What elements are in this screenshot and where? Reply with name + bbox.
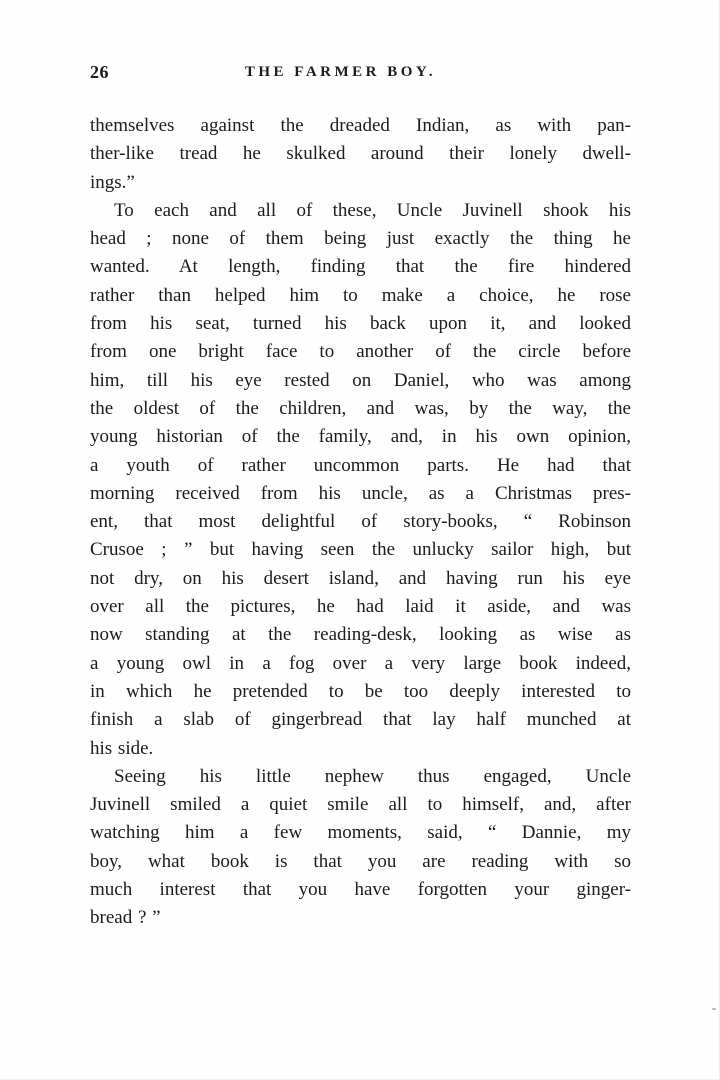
text-line: ent, that most delightful of story-books, “ Robinson (90, 511, 631, 533)
text-line: To each and all of these, Uncle Juvinell shook his (114, 199, 631, 221)
paragraph (90, 112, 631, 197)
text-line: watching him a few moments, said, “ Dannie, my (90, 822, 631, 844)
text-line: him, till his eye rested on Daniel, who was among (90, 369, 631, 391)
text-line: much interest that you have forgotten your ginger- (90, 879, 631, 901)
text-line: the oldest of the children, and was, by the way, the (90, 397, 631, 419)
text-line: from his seat, turned his back upon it, and looked (90, 313, 631, 335)
text-line: Seeing his little nephew thus engaged, Uncle (114, 765, 631, 787)
page-header (90, 62, 631, 88)
scan-artifact (712, 1008, 716, 1010)
text-line: in which he pretended to be too deeply interested to (90, 680, 631, 702)
running-title: THE FARMER BOY. (244, 64, 437, 80)
text-line: a youth of rather uncommon parts. He had that (90, 454, 631, 476)
text-line: boy, what book is that you are reading with so (90, 850, 631, 872)
text-line: rather than helped him to make a choice, he rose (90, 284, 631, 306)
page-body (90, 112, 631, 933)
text-line: ther-like tread he skulked around their lonely dwell- (90, 143, 631, 165)
text-line: finish a slab of gingerbread that lay half munched at (90, 709, 631, 731)
page-number: 26 (90, 62, 109, 82)
text-line: young historian of the family, and, in his own opinion, (90, 426, 631, 448)
paragraph (90, 197, 631, 763)
text-line: morning received from his uncle, as a Christmas pres- (90, 482, 631, 504)
text-line: not dry, on his desert island, and having run his eye (90, 567, 631, 589)
text-line: themselves against the dreaded Indian, as with pan- (90, 115, 631, 136)
text-line: a young owl in a fog over a very large book indeed, (90, 652, 631, 674)
text-line: ings.” (90, 171, 135, 193)
text-line: head ; none of them being just exactly the thing he (90, 228, 631, 250)
paragraph (90, 763, 631, 933)
text-line: his side. (90, 737, 154, 759)
text-line: Crusoe ; ” but having seen the unlucky sailor high, but (90, 539, 631, 561)
text-line: now standing at the reading-desk, looking as wise as (90, 624, 631, 646)
text-line: bread ? ” (90, 907, 161, 929)
text-line: over all the pictures, he had laid it aside, and was (90, 596, 631, 618)
text-line: from one bright face to another of the circle before (90, 341, 631, 363)
text-line: Juvinell smiled a quiet smile all to himself, and, after (90, 794, 631, 816)
text-line: wanted. At length, finding that the fire hindered (90, 256, 631, 278)
